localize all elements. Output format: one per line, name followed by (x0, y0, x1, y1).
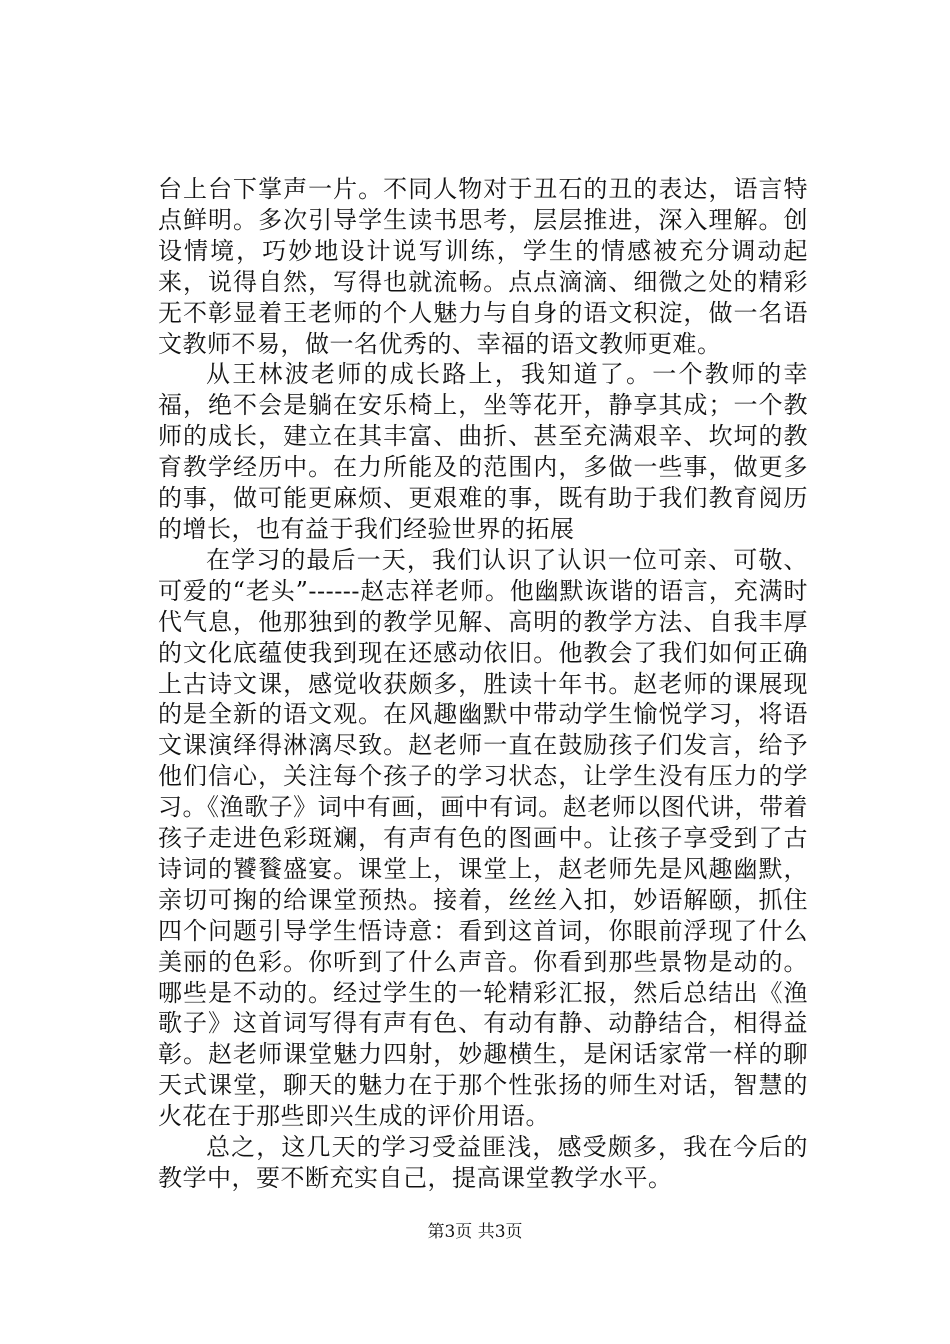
paragraph-4: 总之，这几天的学习受益匪浅，感受颇多，我在今后的教学中，要不断充实自己，提高课堂教学水平。 (158, 1133, 808, 1192)
document-body (158, 174, 808, 1194)
paragraph-2: 从王林波老师的成长路上，我知道了。一个教师的幸福，绝不会是躺在安乐椅上，坐等花开，静享其成；一个教师的成长，建立在其丰富、曲折、甚至充满艰辛、坎坷的教育教学经历中。在力所能及的范围内，多做一些事，做更多的事，做可能更麻烦、更艰难的事，既有助于我们教育阅历的增长，也有益于我们经验世界的拓展 (158, 360, 808, 543)
paragraph-1: 台上台下掌声一片。不同人物对于丑石的丑的表达，语言特点鲜明。多次引导学生读书思考，层层推进，深入理解。创设情境，巧妙地设计说写训练，学生的情感被充分调动起来，说得自然，写得也就流畅。点点滴滴、细微之处的精彩无不彰显着王老师的个人魅力与自身的语文积淀，做一名语文教师不易，做一名优秀的、幸福的语文教师更难。 (158, 175, 808, 358)
page-footer: 第3页 共3页 (427, 1222, 523, 1242)
paragraph-3: 在学习的最后一天，我们认识了认识一位可亲、可敬、可爱的“老头”------赵志祥老师。他幽默诙谐的语言，充满时代气息，他那独到的教学见解、高明的教学方法、自我丰厚的文化底蕴使我到现在还感动依旧。他教会了我们如何正确上古诗文课，感觉收获颇多，胜读十年书。赵老师的课展现的是全新的语文观。在风趣幽默中带动学生愉悦学习，将语文课演绎得淋漓尽致。赵老师一直在鼓励孩子们发言，给予他们信心，关注每个孩子的学习状态，让学生没有压力的学习。《渔歌子》词中有画，画中有词。赵老师以图代讲，带着孩子走进色彩斑斓，有声有色的图画中。让孩子享受到了古诗词的饕餮盛宴。课堂上，课堂上，赵老师先是风趣幽默，亲切可掬的给课堂预热。接着，丝丝入扣，妙语解颐，抓住四个问题引导学生悟诗意：看到这首词，你眼前浮现了什么美丽的色彩。你听到了什么声音。你看到那些景物是动的。哪些是不动的。经过学生的一轮精彩汇报，然后总结出《渔歌子》这首词写得有声有色、有动有静、动静结合，相得益彰。赵老师课堂魅力四射，妙趣横生，是闲话家常一样的聊天式课堂，聊天的魅力在于那个性张扬的师生对话，智慧的火花在于那些即兴生成的评价用语。 (158, 545, 808, 1131)
